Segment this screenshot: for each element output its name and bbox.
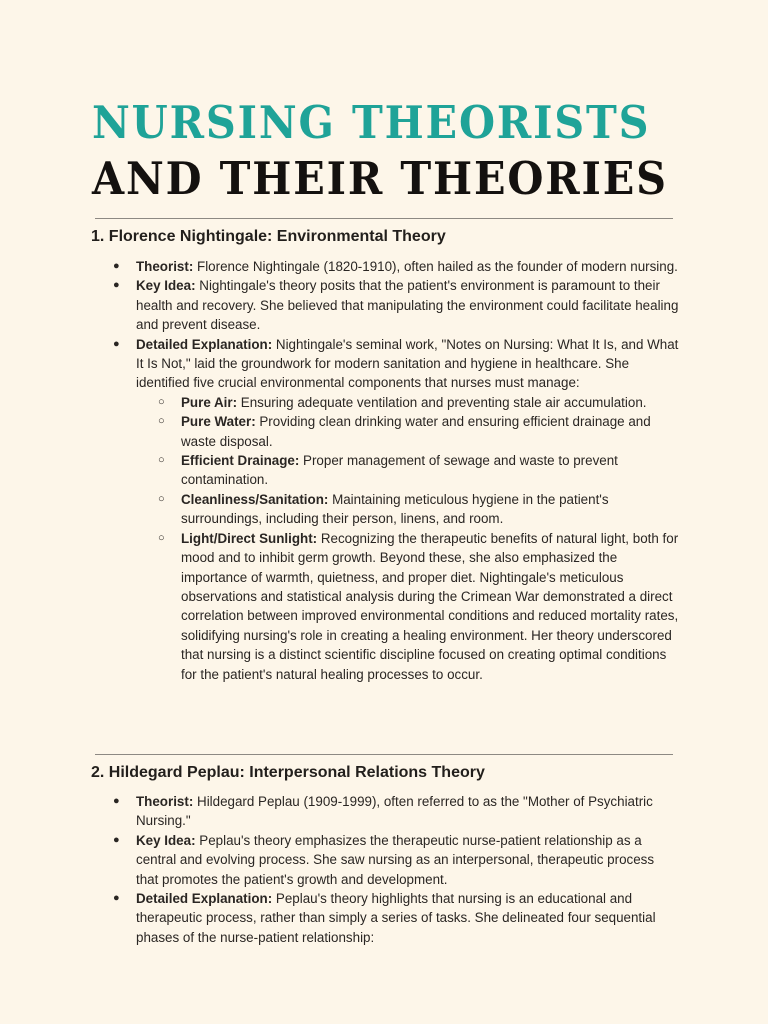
item-label: Detailed Explanation: bbox=[136, 891, 273, 907]
subitem-text: Maintaining meticulous hygiene in the patient's surroundings, including their person, linens, and room. bbox=[181, 491, 609, 527]
section-divider-2 bbox=[95, 754, 673, 755]
item-text: Peplau's theory emphasizes the therapeutic nurse-patient relationship as a central and evolving process. She saw nursing as an interpersonal, therapeutic process that promotes the patient's growth and development. bbox=[136, 832, 655, 887]
item-label: Theorist: bbox=[136, 259, 194, 274]
item-text: Hildegard Peplau (1909-1999), often referred to as the "Mother of Psychiatric Nursing." bbox=[136, 794, 653, 829]
section-heading-nightingale: 1. Florence Nightingale: Environmental Theory bbox=[91, 228, 446, 245]
bullet-icon: ● bbox=[113, 279, 120, 292]
item-text: Peplau's theory highlights that nursing is an educational and therapeutic process, rather than simply a series of tasks. She delineated four sequential phases of the nurse-patient relationship: bbox=[136, 891, 656, 945]
circle-bullet-icon: ○ bbox=[158, 395, 165, 408]
subitem-text: Recognizing the therapeutic benefits of natural light, both for mood and to inhibit germ growth. Beyond these, she also emphasized the importance of warmth, quietness, and proper diet. Nightingale's meticulous observations and statistical analysis during the Crimean War demonstrated a direct correlation between improved environmental conditions and reduced mortality rates, solidifying nursing's role in creating a healing environment. Her theory underscored that nursing is a distinct scientific discipline focused on creating optimal conditions for the patient's natural healing processes to occur. bbox=[181, 530, 679, 682]
bullet-icon: ● bbox=[113, 892, 120, 905]
circle-bullet-icon: ○ bbox=[158, 415, 165, 428]
section-heading-peplau: 2. Hildegard Peplau: Interpersonal Relations Theory bbox=[91, 764, 485, 781]
subitem-text: Proper management of sewage and waste to prevent contamination. bbox=[181, 453, 618, 488]
list-item-key-idea bbox=[0, 831, 768, 889]
subitem-text: Ensuring adequate ventilation and preventing stale air accumulation. bbox=[237, 394, 647, 410]
item-text: Nightingale's seminal work, "Notes on Nursing: What It Is, and What It Is Not," laid the groundwork for modern sanitation and hygiene in healthcare. She identified five crucial environmental components that nurses must manage: bbox=[136, 336, 679, 391]
item-text: Nightingale's theory posits that the patient's environment is paramount to their health and recovery. She believed that manipulating the environment could facilitate healing and prevent disease. bbox=[136, 278, 679, 333]
subitem-label: Pure Air: bbox=[181, 394, 238, 410]
sublist-item-light bbox=[136, 529, 680, 684]
subitem-text: Providing clean drinking water and ensuring efficient drainage and waste disposal. bbox=[181, 414, 651, 449]
bullet-icon: ● bbox=[113, 795, 120, 807]
list-item-theorist bbox=[0, 257, 768, 276]
item-label: Detailed Explanation: bbox=[136, 336, 273, 352]
environment-components-list bbox=[136, 393, 680, 684]
circle-bullet-icon: ○ bbox=[158, 492, 165, 505]
title-line-2: AND THEIR THEORIES bbox=[92, 152, 668, 205]
section-divider-1 bbox=[95, 218, 673, 219]
circle-bullet-icon: ○ bbox=[158, 531, 165, 544]
sublist-item-efficient-drainage bbox=[136, 451, 680, 490]
subitem-label: Pure Water: bbox=[181, 414, 256, 430]
subitem-label: Light/Direct Sunlight: bbox=[181, 530, 318, 546]
bullet-icon: ● bbox=[113, 337, 120, 350]
peplau-list bbox=[0, 792, 768, 947]
list-item-theorist bbox=[0, 792, 768, 831]
subitem-label: Efficient Drainage: bbox=[181, 453, 300, 469]
item-label: Theorist: bbox=[136, 794, 194, 809]
subitem-label: Cleanliness/Sanitation: bbox=[181, 491, 329, 507]
list-item-detailed-explanation bbox=[0, 889, 768, 947]
sublist-item-cleanliness bbox=[136, 490, 680, 529]
nightingale-list bbox=[0, 257, 768, 684]
item-label: Key Idea: bbox=[136, 832, 196, 848]
page-title bbox=[92, 96, 668, 208]
circle-bullet-icon: ○ bbox=[158, 454, 165, 467]
bullet-icon: ● bbox=[113, 260, 120, 272]
item-text: Florence Nightingale (1820-1910), often hailed as the founder of modern nursing. bbox=[193, 259, 678, 274]
list-item-detailed-explanation bbox=[0, 335, 768, 684]
list-item-key-idea bbox=[0, 276, 768, 334]
sublist-item-pure-water bbox=[136, 412, 680, 451]
item-label: Key Idea: bbox=[136, 278, 196, 294]
bullet-icon: ● bbox=[113, 833, 120, 846]
title-line-1: NURSING THEORISTS bbox=[92, 96, 651, 149]
sublist-item-pure-air bbox=[136, 393, 680, 412]
